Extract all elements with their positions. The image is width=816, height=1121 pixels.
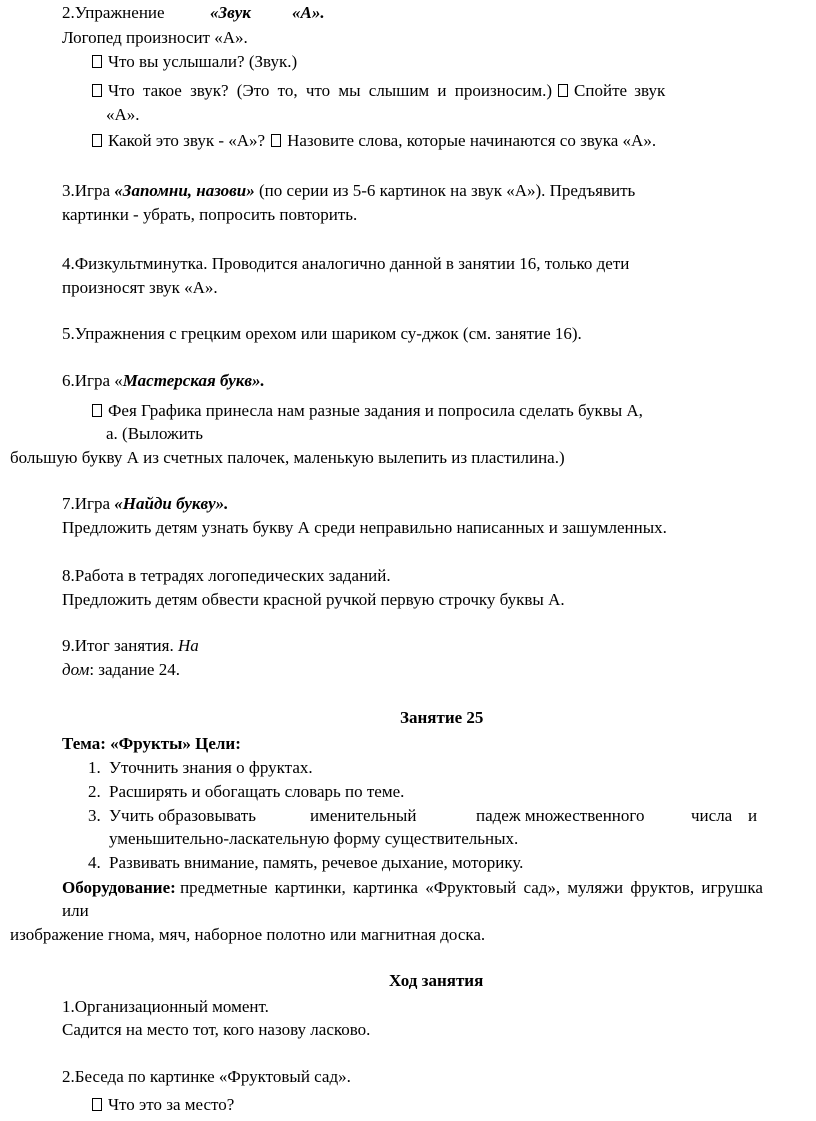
ex2-q3b-text: Назовите слова, которые начинаются со звука «А».	[287, 131, 657, 150]
course-title: Ход занятия	[389, 971, 484, 990]
equipment-or: или	[62, 901, 89, 920]
ex2-question-3	[92, 130, 656, 152]
bullet-icon	[271, 134, 281, 147]
goal-item-4	[88, 852, 524, 874]
ex4-line2: произносят звук «А».	[62, 278, 218, 297]
ex7-heading	[62, 493, 228, 515]
equipment-text: предметные картинки, картинка «Фруктовый сад», муляжи фруктов, игрушка	[180, 878, 763, 897]
ex9-rest: : задание 24.	[89, 660, 180, 679]
ex2-q2b-text: Спойте звук	[574, 81, 666, 100]
equipment-label: Оборудование:	[62, 878, 176, 897]
goal-text: Расширять и обогащать словарь по теме.	[109, 782, 405, 801]
goal-word: именительный	[310, 806, 417, 825]
equipment-line	[62, 877, 763, 899]
goal-word: числа	[691, 806, 733, 825]
ex2-q2-text: Что такое звук? (Это то, что мы слышим и произносим.)	[108, 81, 553, 100]
goal-number: 1.	[88, 758, 101, 777]
ex2-q3-text: Какой это звук - «А»?	[108, 131, 266, 150]
ex6-b1-cont: а. (Выложить	[106, 424, 204, 443]
goal-3-cont: уменьшительно-ласкательную форму существительных.	[109, 829, 519, 848]
ex3-title: «Запомни, назови»	[114, 181, 255, 200]
lesson-title: Занятие 25	[400, 708, 484, 727]
ex6-b1-cont2: большую букву А из счетных палочек, маленькую вылепить из пластилина.)	[10, 448, 565, 467]
goal-number: 3.	[88, 806, 101, 825]
course-step-2: 2.Беседа по картинке «Фруктовый сад».	[62, 1067, 351, 1086]
goal-number: 4.	[88, 853, 101, 872]
ex6-heading	[62, 370, 265, 392]
ex3-line1	[62, 180, 635, 202]
ex7-title: «Найди букву».	[114, 494, 229, 513]
ex6-bullet	[92, 400, 643, 422]
bullet-icon	[92, 134, 102, 147]
goal-word: падеж множественного	[476, 806, 645, 825]
ex5-line1: 5.Упражнения с грецким орехом или шариком су-джок (см. занятие 16).	[62, 324, 582, 343]
lesson-theme: Тема: «Фрукты» Цели:	[62, 734, 241, 753]
ex9-na: На	[177, 636, 199, 655]
ex2-q2-cont: «А».	[106, 105, 140, 124]
ex2-heading	[62, 2, 325, 24]
equipment-cont: изображение гнома, мяч, наборное полотно или магнитная доска.	[10, 925, 486, 944]
bullet-icon	[92, 55, 102, 68]
course-q-text: Что это за место?	[108, 1095, 235, 1114]
goal-item-2	[88, 781, 405, 803]
ex7-number: 7.Игра	[62, 494, 111, 513]
ex2-q1-text: Что вы услышали? (Звук.)	[108, 52, 298, 71]
bullet-icon	[92, 84, 102, 97]
ex3-line2: картинки - убрать, попросить повторить.	[62, 205, 358, 224]
ex2-number: 2.Упражнение	[62, 3, 165, 22]
ex2-question-2	[92, 80, 665, 102]
ex8-line1: 8.Работа в тетрадях логопедических заданий.	[62, 566, 391, 585]
ex9-line1	[62, 635, 199, 657]
course-step-1-desc: Садится на место тот, кого назову ласково.	[62, 1020, 371, 1039]
ex2-title-b: «А».	[292, 3, 325, 22]
ex3-number: 3.Игра	[62, 181, 111, 200]
ex6-number: 6.Игра «	[62, 371, 123, 390]
goal-word: и	[748, 806, 758, 825]
ex2-title-a: «Звук	[210, 3, 251, 22]
bullet-icon	[92, 404, 102, 417]
ex9-text: 9.Итог занятия.	[62, 636, 174, 655]
course-step-1: 1.Организационный момент.	[62, 997, 269, 1016]
ex2-question-1	[92, 51, 297, 73]
ex9-line2	[62, 659, 180, 681]
ex7-line2: Предложить детям узнать букву А среди неправильно написанных и зашумленных.	[62, 518, 667, 537]
bullet-icon	[92, 1098, 102, 1111]
goal-text: Учить образовывать	[109, 806, 256, 825]
ex2-line1: Логопед произносит «А».	[62, 28, 248, 47]
goal-text: Развивать внимание, память, речевое дыхание, моторику.	[109, 853, 524, 872]
course-step-2-question	[92, 1094, 234, 1116]
ex9-dom: дом	[62, 660, 90, 679]
bullet-icon	[558, 84, 568, 97]
ex4-line1: 4.Физкультминутка. Проводится аналогично данной в занятии 16, только дети	[62, 254, 630, 273]
ex6-title: Мастерская букв».	[122, 371, 265, 390]
goal-text: Уточнить знания о фруктах.	[109, 758, 313, 777]
goal-item-1	[88, 757, 313, 779]
ex6-b1-text: Фея Графика принесла нам разные задания и попросила сделать буквы А,	[108, 401, 643, 420]
ex3-rest: (по серии из 5-6 картинок на звук «А»). Предъявить	[258, 181, 636, 200]
ex8-line2: Предложить детям обвести красной ручкой первую строчку буквы А.	[62, 590, 565, 609]
goal-item-3	[88, 805, 758, 827]
goal-number: 2.	[88, 782, 101, 801]
